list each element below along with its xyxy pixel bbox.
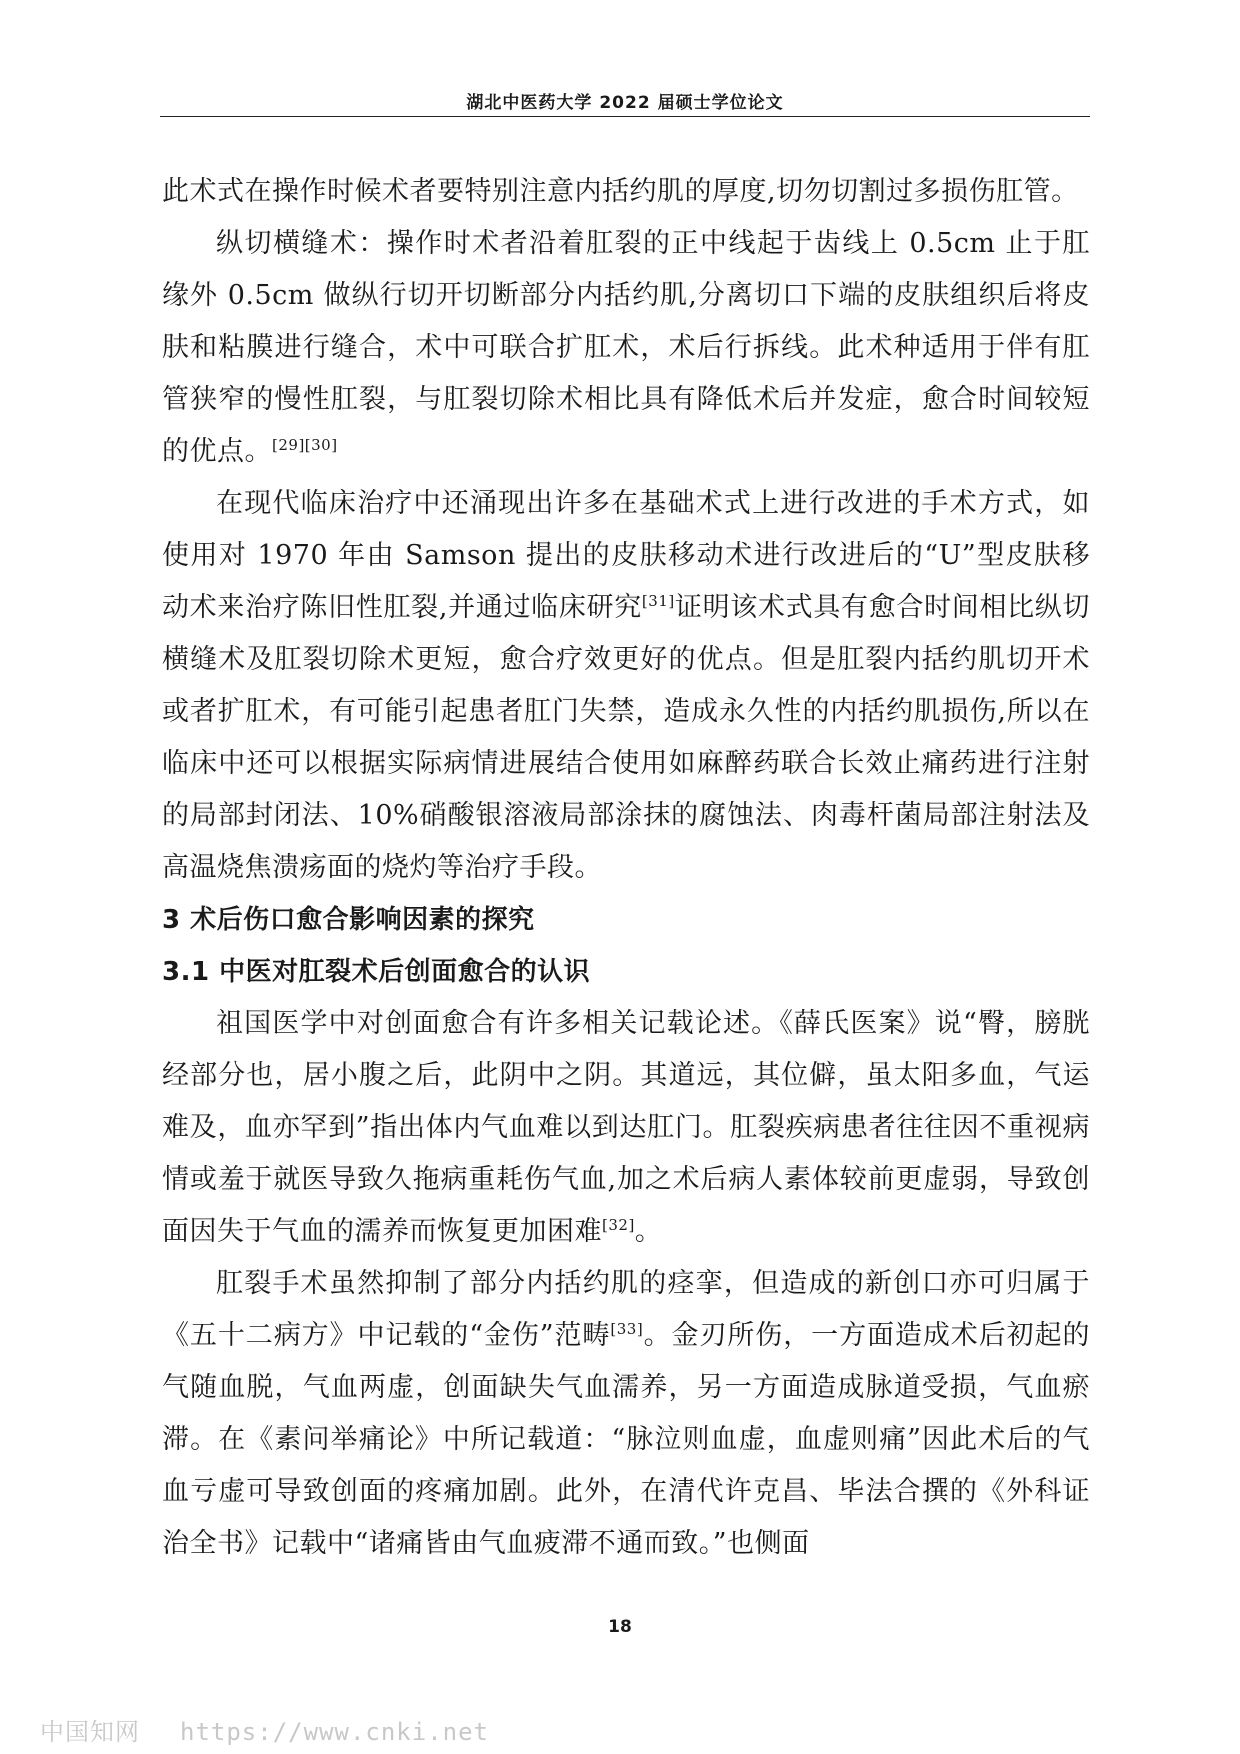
citation-ref: [32]	[602, 1216, 635, 1234]
section-heading: 3 术后伤口愈合影响因素的探究	[162, 905, 535, 935]
paragraph-text: 此术式在操作时候术者要特别注意内括约肌的厚度,切勿切割过多损伤肛管。	[162, 176, 1079, 207]
watermark	[40, 1712, 489, 1747]
subsection-heading: 3.1 中医对肛裂术后创面愈合的认识	[162, 957, 591, 987]
paragraph	[162, 478, 1090, 894]
citation-ref: [33]	[610, 1320, 644, 1338]
paragraph-text: 。	[634, 1216, 663, 1247]
paragraph-text: 证明该术式具有愈合时间相比纵切横缝术及肛裂切除术更短，愈合疗效更好的优点。但是肛裂内括约肌切开术或者扩肛术，有可能引起患者肛门失禁，造成永久性的内括约肌损伤,所以在临床中还可以根据实际病情进展结合使用如麻醉药联合长效止痛药进行注射的局部封闭法、10%硝酸银溶液局部涂抹的腐蚀法、肉毒杆菌局部注射法及高温烧焦溃疡面的烧灼等治疗手段。	[162, 592, 1090, 883]
citation-ref: [29][30]	[272, 436, 338, 454]
body-text	[162, 166, 1090, 1570]
paragraph	[162, 1258, 1090, 1570]
header-rule	[160, 116, 1090, 117]
paragraph	[162, 218, 1090, 478]
paragraph	[162, 166, 1090, 218]
page-number: 18	[608, 1617, 632, 1637]
paragraph-text: 。金刃所伤，一方面造成术后初起的气随血脱，气血两虚，创面缺失气血濡养，另一方面造成脉道受损，气血瘀滞。在《素问举痛论》中所记载道：“脉泣则血虚，血虚则痛”因此术后的气血亏虚可导致创面的疼痛加剧。此外，在清代许克昌、毕法合撰的《外科证治全书》记载中“诸痛皆由气血疲滞不通而致。”也侧面	[162, 1320, 1091, 1559]
watermark-url: https://www.cnki.net	[180, 1718, 489, 1746]
running-header: 湖北中医药大学 2022 届硕士学位论文	[466, 93, 784, 113]
citation-ref: [31]	[641, 592, 675, 610]
paragraph	[162, 998, 1090, 1258]
paragraph-text: 祖国医学中对创面愈合有许多相关记载论述。《薛氏医案》说“臀，膀胱经部分也，居小腹之后，此阴中之阴。其道远，其位僻，虽太阳多血，气运难及，血亦罕到”指出体内气血难以到达肛门。肛裂疾病患者往往因不重视病情或羞于就医导致久拖病重耗伤气血,加之术后病人素体较前更虚弱，导致创面因失于气血的濡养而恢复更加困难	[162, 1008, 1090, 1247]
paragraph-text: 肛裂手术虽然抑制了部分内括约肌的痉挛，但造成的新创口亦可归属于《五十二病方》中记载的“金伤”范畴	[162, 1268, 1090, 1351]
paragraph-text: 纵切横缝术：操作时术者沿着肛裂的正中线起于齿线上 0.5cm 止于肛缘外 0.5cm 做纵行切开切断部分内括约肌,分离切口下端的皮肤组织后将皮肤和粘膜进行缝合，术中可联合扩肛术，术后行拆线。此术种适用于伴有肛管狭窄的慢性肛裂，与肛裂切除术相比具有降低术后并发症，愈合时间较短的优点。	[162, 228, 1090, 467]
watermark-brand: 中国知网	[40, 1718, 140, 1746]
paragraph-text: 在现代临床治疗中还涌现出许多在基础术式上进行改进的手术方式，如使用对 1970 年由 Samson 提出的皮肤移动术进行改进后的“U”型皮肤移动术来治疗陈旧性肛裂,并通过临床研究	[162, 488, 1090, 623]
